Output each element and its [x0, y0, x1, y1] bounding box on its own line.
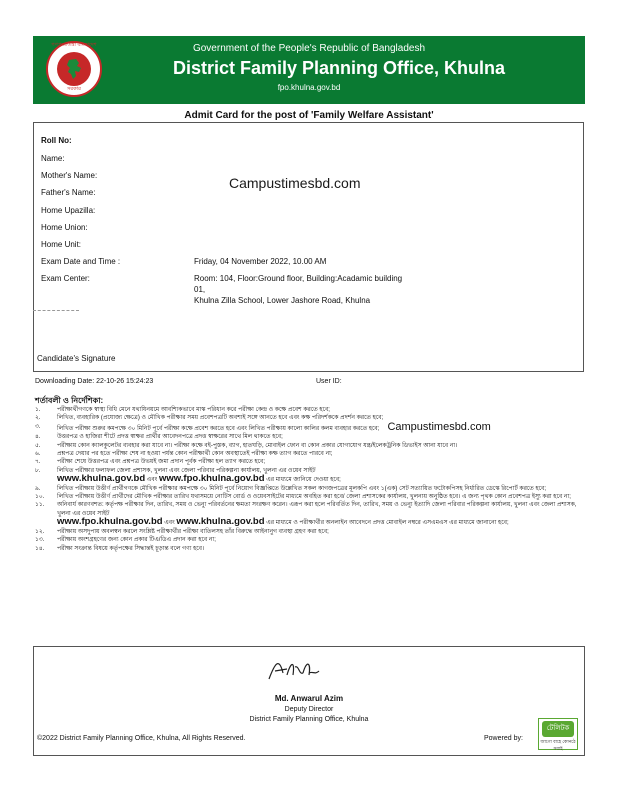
user-id-label: User ID:: [316, 378, 342, 385]
instruction-body: পরীক্ষা শেষে উত্তরপত্র এবং প্রশ্নপত্র উভয়ই জমা প্রদান পূর্বক পরীক্ষা হল ত্যাগ করতে হবে;: [57, 459, 266, 466]
instruction-number: ৩.: [35, 423, 41, 430]
instruction-item: [35, 485, 585, 493]
instruction-number: ৫.: [35, 442, 41, 449]
instruction-text: [57, 501, 585, 527]
instruction-joiner: এবং: [145, 477, 159, 484]
exam-center-line2: 01,: [194, 285, 206, 294]
instruction-tail: এর মাধ্যমে জানিয়ে দেওয়া হবে;: [264, 477, 341, 484]
signatory-name: Md. Anwarul Azim: [274, 694, 344, 703]
instruction-item: [35, 406, 585, 414]
exam-datetime-label: Exam Date and Time :: [41, 257, 121, 266]
instruction-item: [35, 442, 585, 450]
instruction-number: ১.: [35, 407, 41, 413]
roll-label: Roll No:: [41, 136, 72, 145]
instruction-text: [57, 528, 585, 536]
instruction-text: [57, 493, 585, 501]
mother-name-label: Mother's Name:: [41, 171, 98, 180]
instruction-body: লিখিত পরীক্ষা শুরুর কমপক্ষে ৩০ মিনিট পূর্বে পরীক্ষা কক্ষে প্রবেশ করতে হবে এবং লিখিত পরীক্ষায় কালো কালির কলম ব্যবহার করতে হবে;: [57, 425, 380, 432]
instruction-body: অনিবার্য কারণবশত: কর্তৃপক্ষ পরীক্ষার দিন, তারিখ, সময় ও ভেন্যু পরিবর্তনের ক্ষমতা সংরক্ষণ করেন। এরূপ করা হলে পরিবর্তিত দিন, তারিখ, সময় ও ভেন্যু ইত্যাদি জেলা পরিবার পরিকল্পনা কার্যালয়, খুলনা এবং জেলা প্রশাসক, খুলনা এর ওয়েব সাইট: [57, 502, 577, 517]
teletalk-logo-tagline: জাগো বাহে কোনঠে সবাই: [540, 739, 576, 751]
instruction-number: ৬.: [35, 451, 41, 458]
exam-datetime-value: Friday, 04 November 2022, 10.00 AM: [194, 257, 327, 266]
instruction-item: [35, 433, 585, 441]
instruction-item: [35, 414, 585, 422]
seal-text-top: গণপ্রজাতন্ত্রী বাংলাদেশ: [51, 42, 97, 48]
teletalk-logo-text: টেলিটক: [542, 721, 574, 737]
instruction-body: পরীক্ষার্থীগণকে স্বাস্থ্য বিধি মেনে যথাযিনয়মে আবশ্যিকভাবে মাস্ক পরিধান করে পরীক্ষা কেন্দ্র ও কক্ষে প্রবেশ করতে হবে;: [57, 407, 330, 413]
website-link[interactable]: www.fpo.khulna.gov.bd: [57, 516, 163, 528]
instruction-number: ১২.: [35, 528, 45, 535]
candidate-info-box: [33, 122, 584, 372]
instruction-number: ৭.: [35, 459, 41, 466]
seal-text-bottom: সরকার: [67, 86, 81, 92]
instruction-body: পরীক্ষায় অংশগ্রহণের জন্য কোন প্রকার টিএ/ডিএ প্রদান করা হবে না;: [57, 537, 216, 544]
instruction-item: [35, 467, 585, 485]
instruction-body: লিখিত পরীক্ষার ফলাফল জেলা প্রশাসক, খুলনা এবং জেলা পরিবার পরিকল্পনা কার্যালয়, খুলনা এর ওয়েব সাইট: [57, 467, 316, 474]
teletalk-logo[interactable]: [538, 718, 578, 750]
instruction-item: [35, 536, 585, 544]
instruction-body: লিখিত পরীক্ষায় উত্তীর্ণ প্রার্থীগণকে মৌখিক পরীক্ষার কমপক্ষে ৩০ মিনিট পূর্বে নিয়োগ বিজ্ঞপ্তিতে উল্লেখিত সকল কাগজপত্রের মূলকপি এবং ১(এক) সেট সত্যায়িত ফটোকপিসহ নির্ধারিত ডেস্কে রিপোর্ট করতে হবে;: [57, 485, 547, 492]
home-upazila-label: Home Upazilla:: [41, 206, 96, 215]
exam-center-line3: Khulna Zilla School, Lower Jashore Road, Khulna: [194, 296, 371, 305]
page-title: Admit Card for the post of 'Family Welfare Assistant': [184, 110, 434, 121]
exam-center-line1: Room: 104, Floor:Ground floor, Building:Acadamic building: [194, 274, 403, 283]
download-date: Downloading Date: 22-10-26 15:24:23: [35, 378, 154, 385]
instructions-heading: শর্তাবলী ও নির্দেশিকা:: [35, 396, 104, 405]
instruction-joiner: এবং: [162, 520, 177, 527]
signatory-office: District Family Planning Office, Khulna: [249, 716, 369, 723]
home-unit-label: Home Unit:: [41, 240, 82, 249]
government-title: Government of the People's Republic of Bangladesh: [192, 43, 426, 54]
instruction-number: ১৩.: [35, 537, 45, 544]
instruction-body: উত্তরপত্র ও হাজিরা শীটে প্রদত্ত স্বাক্ষর প্রার্থীর আবেদনপত্রে প্রদত্ত স্বাক্ষরের সাথে মিল থাকতে হবে;: [57, 434, 283, 441]
signature-line: [33, 310, 79, 311]
instruction-body: লিখিত, ব্যবহারিক (প্রযোজ্য ক্ষেত্রে) ও মৌখিক পরীক্ষার সময় প্রবেশপত্রটি অবশ্যই সঙ্গে আনতে হবে এবং কক্ষ পরিদর্শককে প্রদর্শন করতে হবে;: [57, 415, 384, 422]
name-label: Name:: [41, 154, 65, 163]
instruction-item: [35, 501, 585, 527]
office-title: District Family Planning Office, Khulna: [172, 58, 506, 78]
instruction-text: [57, 414, 585, 422]
instructions-list: [35, 406, 585, 553]
exam-center-label: Exam Center:: [41, 274, 90, 283]
candidate-signature-label: Candidate's Signature: [37, 354, 116, 363]
instruction-body: পরীক্ষায় কোন ক্যালকুলেটর ব্যবহার করা যাবে না। পরীক্ষা কক্ষে বই-পুস্তক, ব্যাগ, হাতঘড়ি, মোবাইল ফোন বা কোন প্রকার যোগাযোগ যন্ত্র/ইলেকট্রনিক ডিভাইস আনা যাবে না।: [57, 442, 458, 449]
instruction-text: [57, 420, 585, 433]
instruction-item: [35, 493, 585, 501]
instruction-item: [35, 545, 585, 553]
instruction-number: ৪.: [35, 434, 41, 441]
instruction-item: [35, 420, 585, 433]
instruction-text: [57, 406, 585, 414]
signature-image: [265, 653, 321, 685]
instruction-body: পরীক্ষায় অসদুপায় অবলম্বন করলে সংশ্লিষ্ট পরীক্ষার্থীর পরীক্ষা বাতিলসহ তাঁর বিরুদ্ধে আইনানুগ ব্যবস্থা গ্রহণ করা হবে;: [57, 528, 329, 535]
instruction-number: ১০.: [35, 494, 45, 501]
website-link[interactable]: www.khulna.gov.bd: [57, 473, 146, 485]
instruction-number: ২.: [35, 415, 41, 422]
instruction-body: প্রশ্নপত্র দেয়ার পর হতে পরীক্ষা শেষ না হওয়া পর্যন্ত কোন পরীক্ষার্থী কোন অবস্থাতেই পরীক্ষা কক্ষ ত্যাগ করতে পারবে না;: [57, 451, 333, 458]
instruction-tail: এর মাধ্যমে ও পরীক্ষার্থীর অনলাইন আবেদনে প্রদত্ত মোবাইল নম্বরে এসএমএস এর মাধ্যমে জানানো হবে;: [264, 520, 509, 527]
website-link[interactable]: www.khulna.gov.bd: [176, 516, 265, 528]
instruction-text: [57, 442, 585, 450]
instruction-body: লিখিত পরীক্ষায় উত্তীর্ণ প্রার্থীদের মৌখিক পরীক্ষার তারিখ যথাসময়ে নোটিস বোর্ড ও ওয়েবসাইটের মাধ্যমে অবহিত করা হবে/ জেলা প্রশাসকের কার্যালয়, খুলনায় অনুষ্ঠিত হবে। এ জন্য পৃথক কোন প্রবেশপত্র ইস্যু করা হবে না;: [57, 494, 571, 501]
instruction-text: [57, 467, 585, 485]
watermark-text: Campustimesbd.com: [387, 420, 491, 433]
header-banner: [33, 36, 585, 104]
website-link[interactable]: www.fpo.khulna.gov.bd: [158, 473, 265, 485]
instruction-text: [57, 545, 585, 553]
instruction-item: [35, 458, 585, 466]
instruction-text: [57, 485, 585, 493]
instruction-body: পরীক্ষা সংক্রান্ত বিষয়ে কর্তৃপক্ষের সিদ্ধান্তই চূড়ান্ত বলে গণ্য হবে।: [57, 545, 205, 552]
watermark-text: Campustimesbd.com: [229, 175, 361, 191]
father-name-label: Father's Name:: [41, 188, 96, 197]
instruction-text: [57, 458, 585, 466]
signature-text: A.Azim: [265, 653, 269, 654]
instruction-item: [35, 450, 585, 458]
powered-by-label: Powered by:: [484, 735, 523, 742]
signatory-designation: Deputy Director: [284, 706, 334, 713]
instruction-text: [57, 433, 585, 441]
instruction-text: [57, 450, 585, 458]
instruction-text: [57, 536, 585, 544]
instruction-number: ১১.: [35, 502, 45, 509]
office-url: fpo.khulna.gov.bd: [277, 83, 341, 92]
instruction-item: [35, 528, 585, 536]
instruction-number: ৮.: [35, 467, 41, 474]
instruction-number: ১৪.: [35, 545, 45, 552]
copyright-text: ©2022 District Family Planning Office, Khulna, All Rights Reserved.: [37, 735, 246, 742]
instruction-number: ৯.: [35, 485, 41, 492]
home-union-label: Home Union:: [41, 223, 88, 232]
